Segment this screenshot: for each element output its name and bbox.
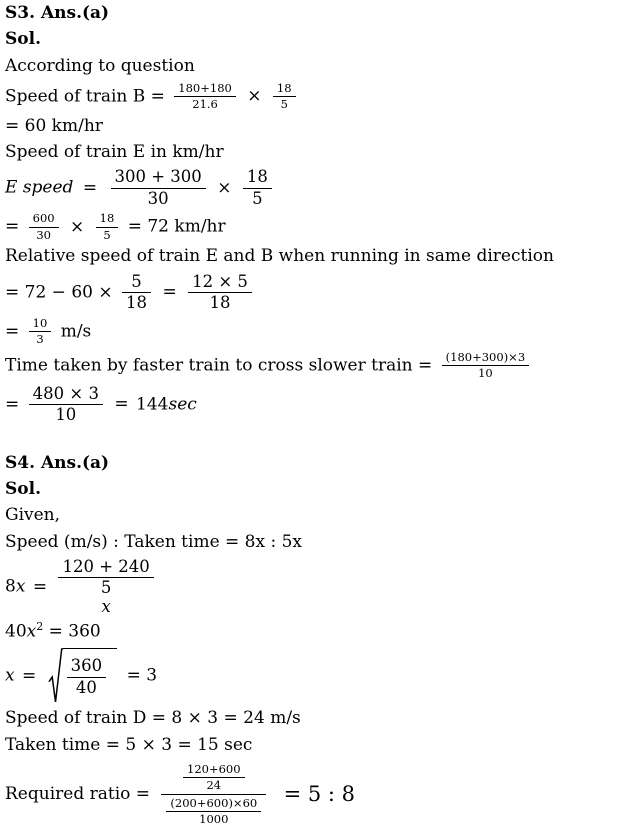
s4-speed-d-line: Speed of train D = 8 × 3 = 24 m/s: [5, 708, 301, 729]
equals-operator: =: [5, 394, 20, 415]
s4-taken-time-line: Taken time = 5 × 3 = 15 sec: [5, 734, 253, 755]
fraction: [442, 351, 529, 381]
denominator: [97, 578, 116, 616]
s4-heading: S4. Ans.(a): [5, 452, 110, 473]
numerator: 480 × 3: [29, 385, 103, 405]
final-ratio-result: = 5 : 8: [283, 782, 356, 806]
square-root: [48, 648, 118, 704]
denominator: 3: [36, 332, 44, 347]
equals-operator: =: [162, 282, 177, 303]
s3-speed-b-formula: [5, 82, 642, 112]
s4-ratio-line: Speed (m/s) : Taken time = 8x : 5x: [5, 531, 303, 552]
denominator: 24: [206, 777, 222, 792]
fraction: [273, 82, 296, 112]
fraction: [111, 168, 206, 208]
s3-e-speed-formula: [5, 168, 642, 208]
fraction: [58, 558, 153, 616]
formula-result: = 3: [126, 665, 158, 686]
numerator: 12 × 5: [188, 273, 252, 293]
denominator: 30: [36, 227, 51, 242]
variable-x: x: [15, 576, 26, 597]
formula-lead: E speed: [5, 177, 74, 198]
formula-lead: = 72 − 60 ×: [5, 282, 113, 303]
coefficient: 8: [5, 576, 16, 597]
exponent: 2: [36, 620, 44, 634]
fraction: [183, 763, 245, 792]
outer-denominator: [161, 795, 266, 827]
solution-document: [5, 3, 642, 827]
fraction: [29, 317, 52, 347]
s3-according-line: According to question: [5, 55, 195, 76]
den-coefficient: 5: [100, 578, 112, 598]
equals-operator: =: [22, 665, 37, 686]
fraction: [122, 273, 151, 313]
numerator: (180+300)×3: [442, 351, 529, 367]
denominator: 40: [75, 677, 97, 697]
numerator: 180+180: [174, 82, 236, 98]
s3-relative-result: [5, 317, 642, 347]
s4-given-line: Given,: [5, 505, 61, 526]
nested-fraction: [161, 761, 266, 827]
formula-lead: Time taken by faster train to cross slower train =: [5, 355, 433, 376]
equals-operator: =: [5, 216, 20, 237]
fraction: [188, 273, 252, 313]
s4-required-ratio: [5, 761, 642, 827]
coefficient: 40: [5, 621, 27, 642]
fraction: [67, 657, 107, 697]
times-operator: ×: [70, 216, 85, 237]
fraction: [166, 797, 261, 826]
s3-relative-calc: [5, 273, 642, 313]
numerator: 120 + 240: [58, 558, 153, 578]
numerator: 5: [122, 273, 151, 293]
numerator: 300 + 300: [111, 168, 206, 188]
denominator: 18: [126, 293, 148, 313]
section-divider-space: [5, 429, 642, 453]
numerator: 120+600: [183, 763, 245, 778]
s3-relative-line: Relative speed of train E and B when running in same direction: [5, 246, 554, 267]
denominator: 18: [209, 293, 231, 313]
den-variable-x: x: [101, 596, 111, 616]
fraction: [243, 168, 272, 208]
radicand: [63, 648, 118, 704]
numerator: 360: [67, 657, 107, 677]
numerator: 600: [29, 212, 59, 228]
equals-operator: =: [114, 394, 129, 415]
numerator: 18: [243, 168, 272, 188]
numerator: (200+600)×60: [166, 797, 261, 812]
s3-e-speed-simplify: [5, 212, 642, 242]
variable-x: x: [26, 621, 37, 642]
numerator: 18: [273, 82, 296, 98]
fraction: [174, 82, 236, 112]
s3-time-taken-formula: [5, 351, 642, 381]
equals-operator: =: [32, 576, 48, 597]
equation-rhs: = 360: [48, 621, 101, 642]
formula-result: = 72 km/hr: [127, 216, 226, 237]
fraction: [29, 385, 103, 425]
denominator: 1000: [199, 811, 229, 826]
unit-label: m/s: [60, 321, 92, 342]
result-value: 144: [136, 394, 169, 415]
numerator: 18: [96, 212, 119, 228]
denominator: 5: [252, 188, 263, 208]
radical-icon: [48, 648, 63, 704]
denominator: 10: [55, 405, 77, 425]
s3-time-result: [5, 385, 642, 425]
times-operator: ×: [217, 177, 232, 198]
denominator: 10: [478, 366, 493, 381]
denominator: 5: [280, 97, 288, 112]
fraction: [96, 212, 119, 242]
s4-eq3: [5, 648, 642, 704]
s3-heading: S3. Ans.(a): [5, 3, 110, 23]
fraction: [29, 212, 59, 242]
s3-speed-e-label: Speed of train E in km/hr: [5, 142, 224, 163]
denominator: 5: [103, 227, 111, 242]
equals-operator: =: [82, 177, 98, 198]
s3-speed-b-result: = 60 km/hr: [5, 115, 103, 136]
numerator: 10: [29, 317, 52, 333]
s3-sol-label: Sol.: [5, 29, 41, 50]
s4-eq2: [5, 620, 642, 643]
s4-eq1: [5, 558, 642, 616]
outer-numerator: [161, 761, 266, 795]
times-operator: ×: [247, 86, 262, 107]
s4-sol-label: Sol.: [5, 479, 41, 500]
variable-x: x: [5, 665, 15, 686]
denominator: 30: [147, 188, 169, 208]
result-unit: sec: [168, 394, 197, 415]
denominator: 21.6: [192, 97, 218, 112]
equals-operator: =: [5, 321, 20, 342]
formula-lead: Required ratio =: [5, 783, 151, 804]
formula-lead: Speed of train B =: [5, 86, 165, 107]
